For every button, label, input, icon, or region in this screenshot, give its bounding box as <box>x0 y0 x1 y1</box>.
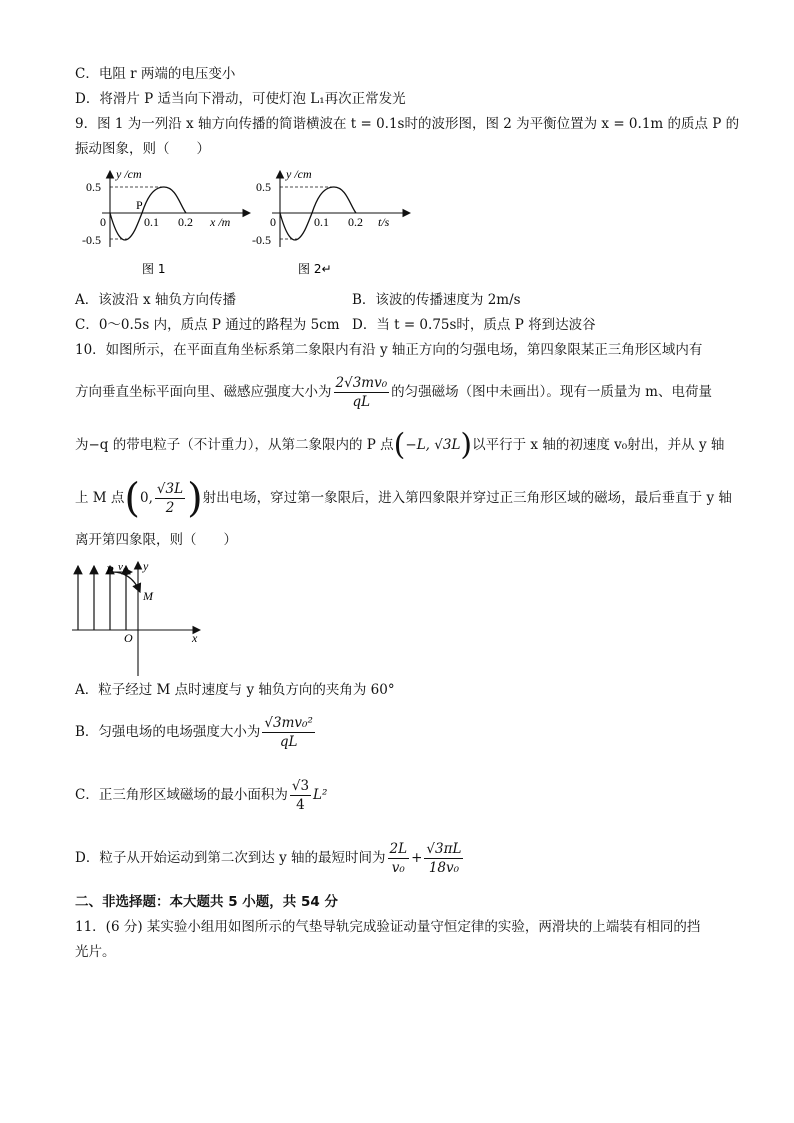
q10-figure <box>72 558 212 678</box>
q11-stem-line1: 11．(6 分) 某实验小组用如图所示的气垫导轨完成验证动量守恒定律的实验，两滑块的上端装有相同的挡 <box>75 919 701 935</box>
fig1-ylabel: y /cm <box>116 167 142 181</box>
q10-label-v0: v₀ <box>118 561 127 573</box>
fig2-y-min: -0.5 <box>252 233 271 247</box>
fig1-tick-1: 0.1 <box>144 215 159 229</box>
q10-stem-line5: 离开第四象限，则（ ） <box>75 532 237 548</box>
q10-label-p: P <box>106 563 114 577</box>
q9-stem-line2: 振动图象，则（ ） <box>75 141 210 157</box>
fig1-point-p: P <box>136 198 143 212</box>
fig1-tick-2: 0.2 <box>178 215 193 229</box>
fig1-caption: 图 1 <box>142 262 166 276</box>
q10-label-o: O <box>124 631 133 645</box>
q10-stem-line2: 方向垂直坐标平面向里、磁感应强度大小为 $\frac{\text{2√3mv₀}}{qL}$ 的匀强磁场（图中未画出）。现有一质量为 m、电荷量 <box>75 375 712 410</box>
fig1-origin: 0 <box>100 215 106 229</box>
fig1-xlabel: x /m <box>210 215 231 229</box>
q9-option-a: A．该波沿 x 轴负方向传播 <box>75 292 236 308</box>
fig2-tick-2: 0.2 <box>348 215 363 229</box>
q10-option-c: C．正三角形区域磁场的最小面积为 $\frac{√3}{4}$ L² <box>75 778 328 813</box>
q10-option-d: D．粒子从开始运动到第二次到达 y 轴的最短时间为 $\frac{2L}{\text{v₀}}$ + $\frac{√3\pi L}{\text{18v₀}}$ <box>75 841 462 876</box>
q10-stem-line3: 为−q 的带电粒子（不计重力），从第二象限内的 P 点(−L, √3L)以平行于 x 轴的初速度 v₀射出，并从 y 轴 <box>75 427 725 463</box>
q8-option-c: C．电阻 r 两端的电压变小 <box>75 66 236 82</box>
q11-stem-line2: 光片。 <box>75 944 116 960</box>
fig1-y-min: -0.5 <box>82 233 101 247</box>
fig2-ylabel: y /cm <box>286 167 312 181</box>
fig2-origin: 0 <box>270 215 276 229</box>
fig1-y-max: 0.5 <box>86 180 101 194</box>
q9-figure-1 <box>80 165 260 280</box>
q9-stem-line1: 9．图 1 为一列沿 x 轴方向传播的简谐横波在 t = 0.1s时的波形图，图 2 为平衡位置为 x = 0.1m 的质点 P 的 <box>75 116 740 132</box>
q10-option-b: B．匀强电场的电场强度大小为 $\frac{\text{√3mv₀²}}{qL}$ <box>75 715 313 750</box>
fig2-tick-1: 0.1 <box>314 215 329 229</box>
q10-label-y: y <box>143 559 149 573</box>
q10-stem-line4: 上 M 点(0, $\frac{√3L}{2}$ )射出电场，穿过第一象限后，进入第四象限并穿过正三角形区域的磁场，最后垂直于 y 轴 <box>75 475 732 522</box>
q10-option-a: A．粒子经过 M 点时速度与 y 轴负方向的夹角为 60° <box>75 682 395 698</box>
q9-option-c: C．0～0.5s 内，质点 P 通过的路程为 5cm <box>75 317 340 333</box>
q10-label-x: x <box>192 631 198 645</box>
q10-label-m: M <box>143 589 153 603</box>
fig2-caption: 图 2↵ <box>298 262 332 276</box>
q10-stem-line1: 10．如图所示，在平面直角坐标系第二象限内有沿 y 轴正方向的匀强电场，第四象限某正三角形区域内有 <box>75 342 703 358</box>
fig2-y-max: 0.5 <box>256 180 271 194</box>
q9-figure-2 <box>250 165 430 280</box>
q9-option-d: D．当 t = 0.75s时，质点 P 将到达波谷 <box>352 317 596 333</box>
q9-option-b: B．该波的传播速度为 2m/s <box>352 292 521 308</box>
q8-option-d: D．将滑片 P 适当向下滑动，可使灯泡 L₁再次正常发光 <box>75 91 406 107</box>
q10-field-fraction: $\frac{\text{2√3mv₀}}{qL}$ <box>335 375 388 410</box>
fig2-xlabel: t/s <box>378 215 390 229</box>
section-2-title: 二、非选择题：本大题共 5 小题，共 54 分 <box>75 894 338 910</box>
